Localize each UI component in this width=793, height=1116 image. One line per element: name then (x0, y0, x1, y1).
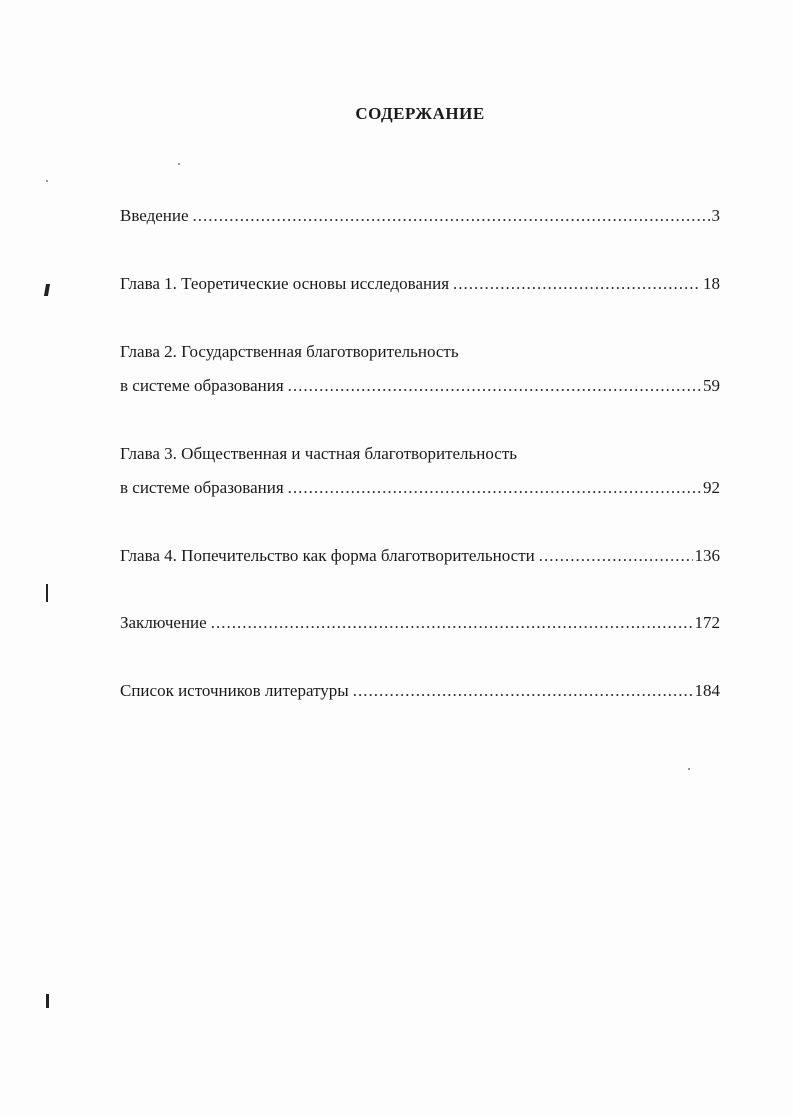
toc-entry-chapter-2 (120, 341, 720, 397)
toc-page-number: 3 (711, 206, 720, 225)
toc-entry-text: в системе образования (120, 478, 284, 497)
dot-leader (453, 273, 701, 295)
toc-page-number: 18 (703, 274, 720, 293)
toc-page-number: 184 (694, 681, 720, 700)
scan-mark (46, 994, 49, 1008)
scan-speck (178, 163, 180, 165)
toc-page-number: 172 (694, 613, 720, 632)
toc-entry-text: Глава 4. Попечительство как форма благотворительности (120, 546, 535, 565)
dot-leader (193, 205, 710, 227)
toc-entry-chapter-3 (120, 443, 720, 499)
toc-page-number: 92 (703, 478, 720, 497)
page-title: СОДЕРЖАНИЕ (355, 104, 485, 123)
toc-entry-title-line: Глава 3. Общественная и частная благотворительность (120, 444, 518, 463)
scan-mark (46, 584, 48, 602)
dot-leader (288, 477, 701, 499)
toc-entry-title-line: Глава 2. Государственная благотворительность (120, 342, 459, 361)
dot-leader (211, 612, 693, 634)
dot-leader (288, 375, 701, 397)
toc-entry-text: Заключение (120, 613, 207, 632)
toc-page-number: 59 (703, 376, 720, 395)
toc-entry-conclusion (120, 612, 720, 634)
scan-speck (46, 180, 48, 182)
toc-entry-chapter-1 (120, 273, 720, 295)
scan-mark (44, 284, 50, 296)
toc-entry-text: Глава 1. Теоретические основы исследования (120, 274, 450, 293)
toc-entry-text: Список источников литературы (120, 681, 349, 700)
scan-speck (688, 768, 690, 770)
toc-entry-references (120, 680, 720, 702)
toc-entry-introduction (120, 205, 720, 227)
toc-page-number: 136 (694, 546, 720, 565)
dot-leader (353, 680, 693, 702)
toc-entry-text: в системе образования (120, 376, 284, 395)
toc-entry-text: Введение (120, 206, 189, 225)
toc-entry-chapter-4 (120, 545, 720, 567)
dot-leader (539, 545, 693, 567)
